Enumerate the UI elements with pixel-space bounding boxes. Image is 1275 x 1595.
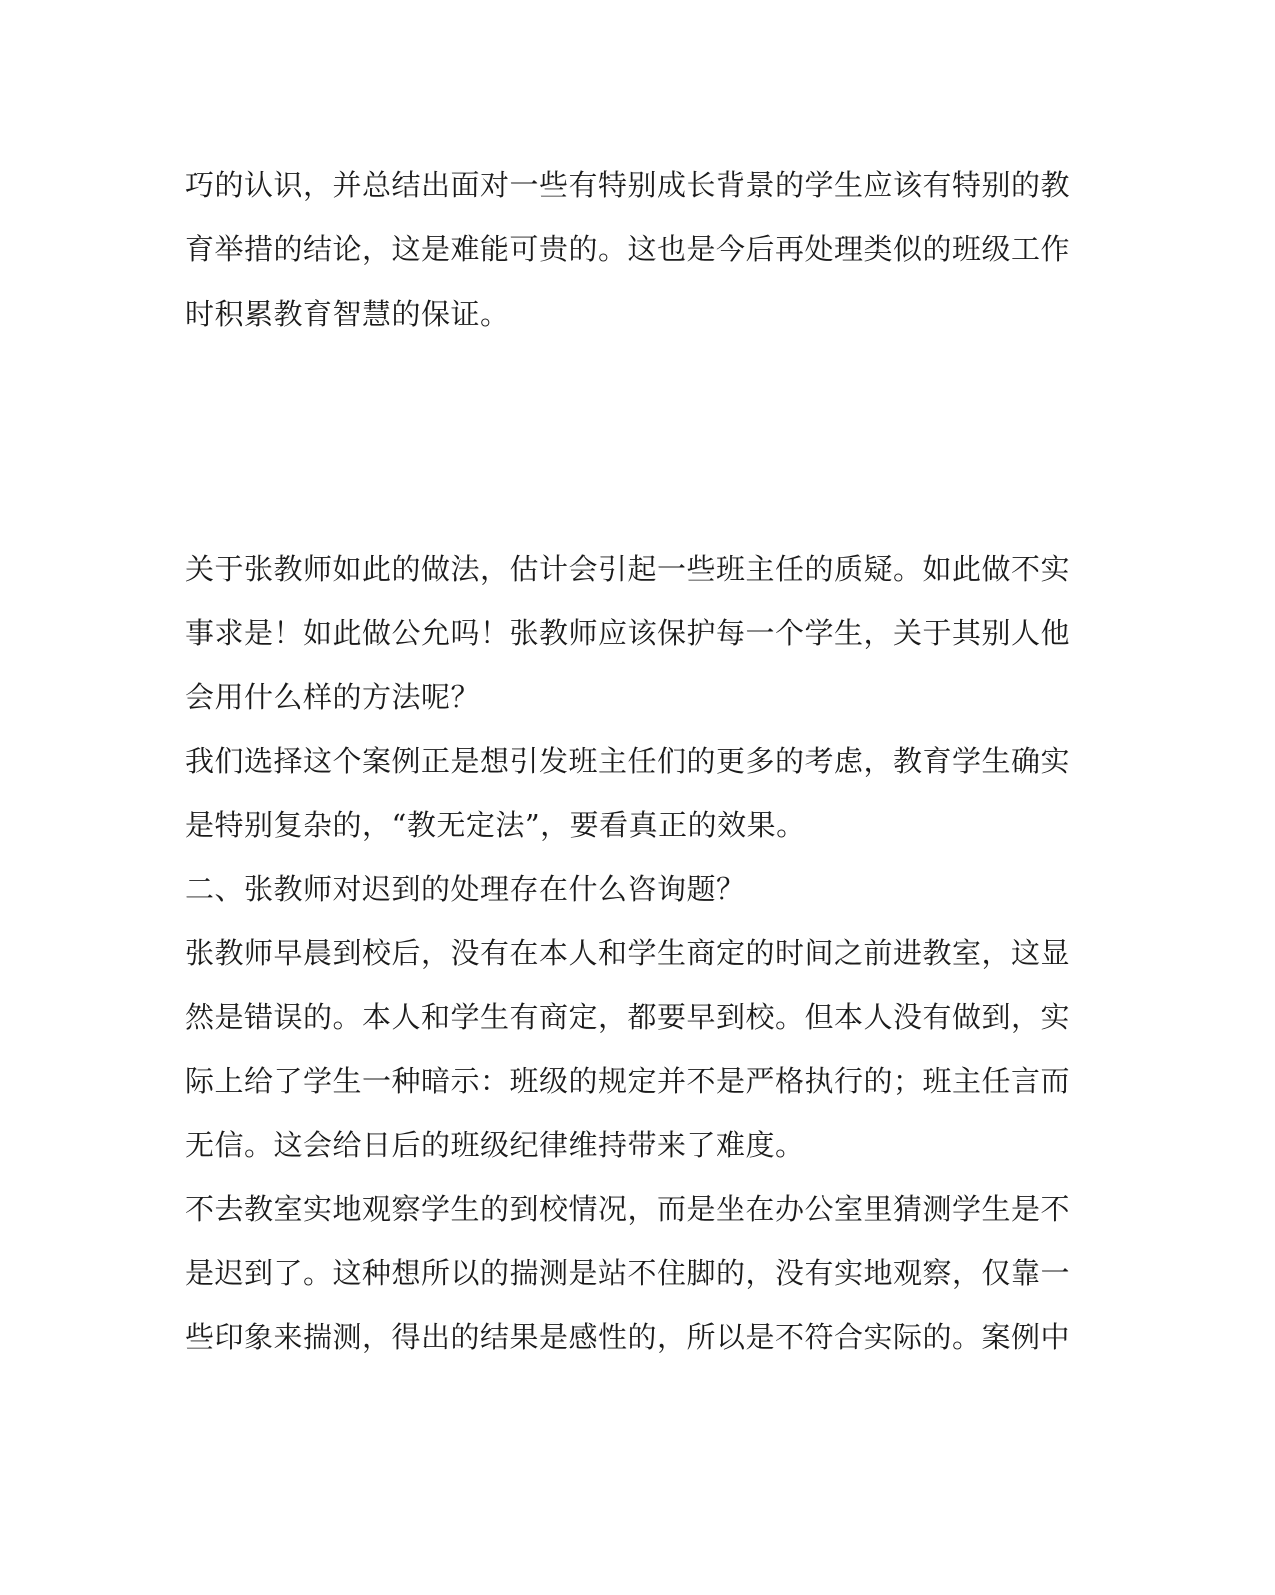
- paragraph-line: 张教师早晨到校后，没有在本人和学生商定的时间之前进教室，这显: [185, 936, 1071, 970]
- paragraph-line: 是特别复杂的，“教无定法”，要看真正的效果。: [185, 808, 806, 842]
- paragraph-line: 时积累教育智慧的保证。: [185, 297, 510, 331]
- paragraph-line: 际上给了学生一种暗示：班级的规定并不是严格执行的；班主任言而: [185, 1064, 1071, 1098]
- paragraph-line: 不去教室实地观察学生的到校情况，而是坐在办公室里猜测学生是不: [185, 1192, 1071, 1226]
- paragraph-line: 是迟到了。这种想所以的揣测是站不住脚的，没有实地观察，仅靠一: [185, 1256, 1071, 1290]
- paragraph-line: 会用什么样的方法呢？: [185, 680, 481, 714]
- paragraph-line: 些印象来揣测，得出的结果是感性的，所以是不符合实际的。案例中: [185, 1320, 1071, 1354]
- paragraph-line: 育举措的结论，这是难能可贵的。这也是今后再处理类似的班级工作: [185, 232, 1071, 266]
- paragraph-line: 事求是！如此做公允吗！张教师应该保护每一个学生，关于其别人他: [185, 616, 1071, 650]
- paragraph-line: 无信。这会给日后的班级纪律维持带来了难度。: [185, 1128, 805, 1162]
- paragraph-line: 巧的认识，并总结出面对一些有特别成长背景的学生应该有特别的教: [185, 168, 1071, 202]
- paragraph-line: 关于张教师如此的做法，估计会引起一些班主任的质疑。如此做不实: [185, 552, 1071, 586]
- paragraph-line: 我们选择这个案例正是想引发班主任们的更多的考虑，教育学生确实: [185, 744, 1071, 778]
- paragraph-line: 然是错误的。本人和学生有商定，都要早到校。但本人没有做到，实: [185, 1000, 1071, 1034]
- section-heading: 二、张教师对迟到的处理存在什么咨询题？: [185, 872, 746, 906]
